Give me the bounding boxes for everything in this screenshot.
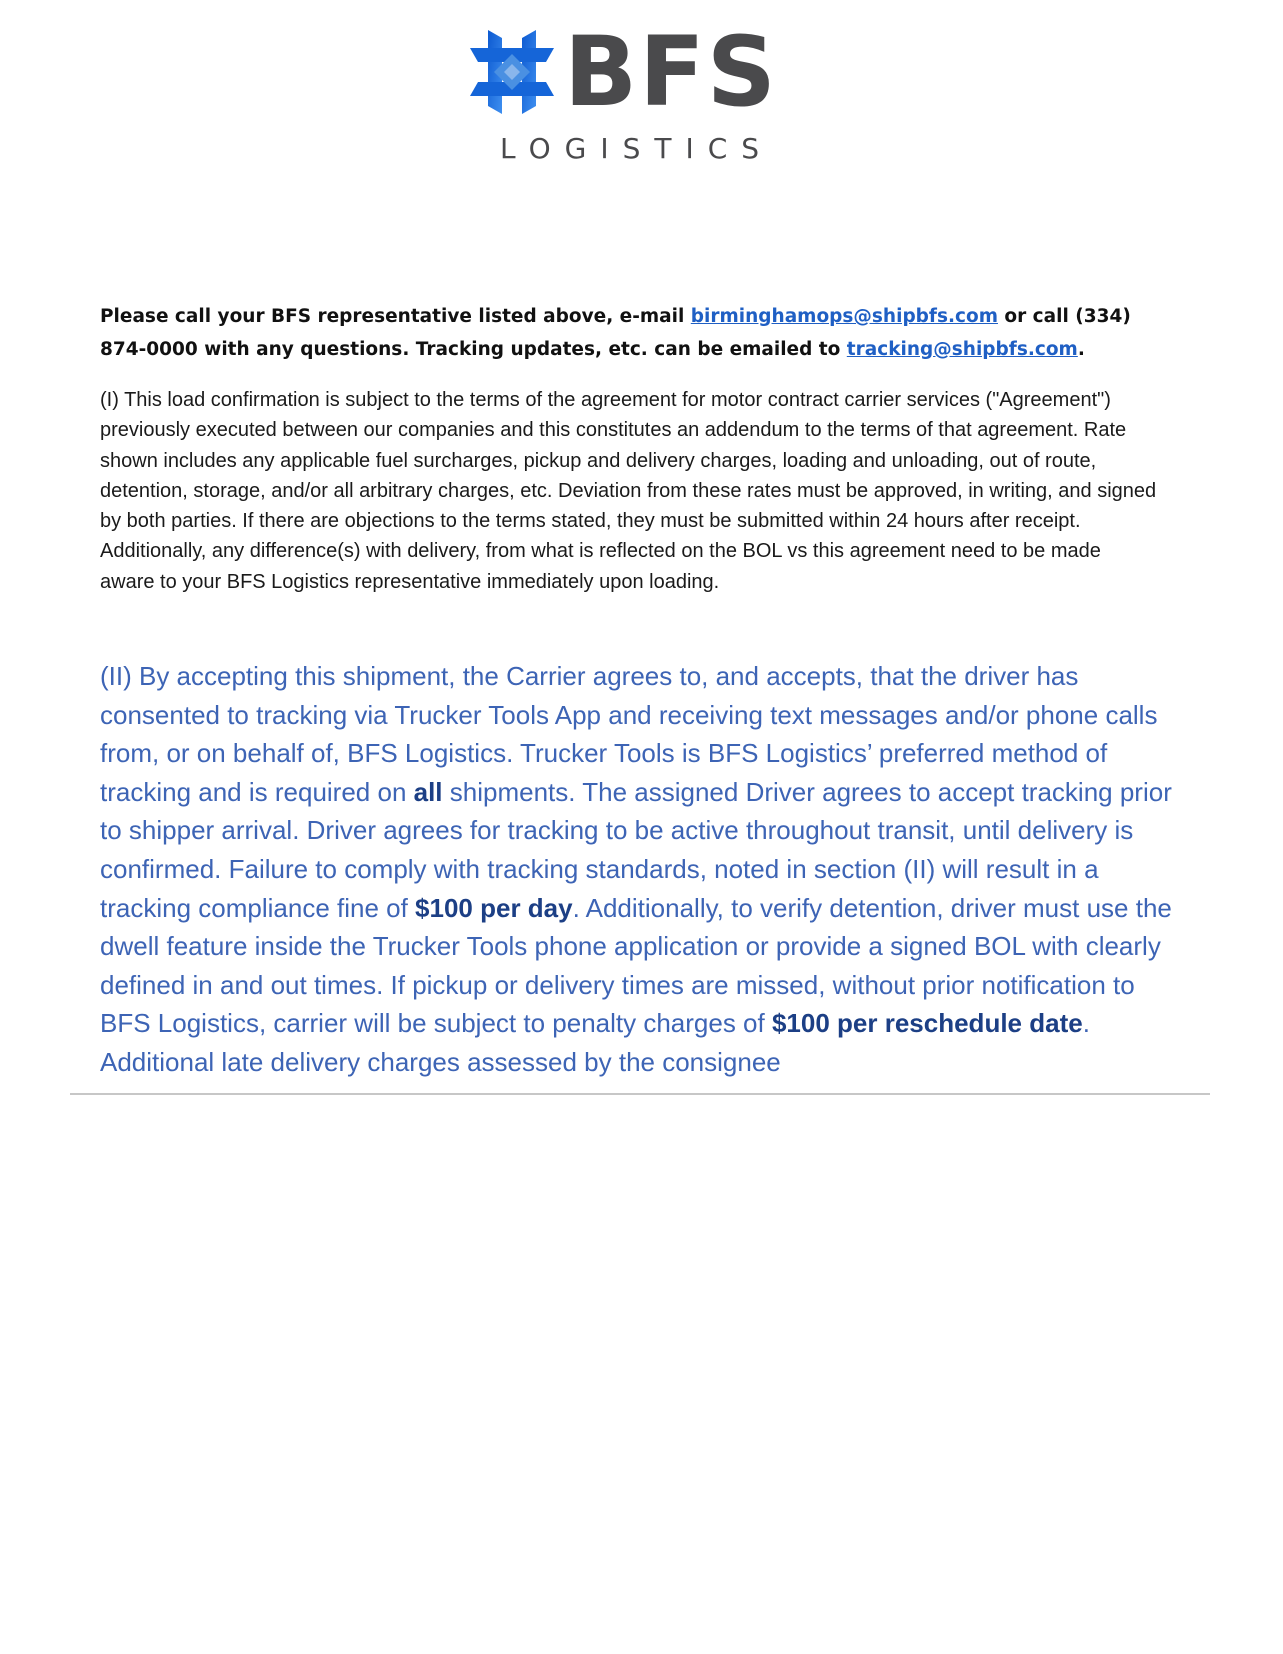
terms-one-text: (I) This load confirmation is subject to the terms of the agreement for motor contract carrier services ("Agreement") previously executed between our companies and this constitutes an addendum to the terms of that agreement. Rate shown includes any applicable fuel surcharges, pickup and delivery charges, loading and unloading, out of route, detention, storage, and/or all arbitrary charges, etc. Deviation from these rates must be approved, in writing, and signed by both parties. If there are objections to the terms stated, they must be submitted within 24 hours after receipt. Additionally, any difference(s) with delivery, from what is reflected on the BOL vs this agreement need to be made aware to your BFS Logistics representative immediately upon loading. <box>100 389 1157 593</box>
reschedule-penalty-emphasis: $100 per reschedule date <box>771 1008 1083 1039</box>
tracking-email-link[interactable]: tracking@shipbfs.com <box>846 339 1078 360</box>
terms-two-seg5: . Additionally, to verify detention, driver must use the dwell feature inside the Trucker Tools phone application or provide a signed BOL with clearly defined in and out times. If pickup or delivery times are missed, without prior notification to BFS Logistics, carrier will be subject to penalty charges of <box>100 892 1172 1039</box>
terms-two-text <box>100 657 1180 1081</box>
terms-section-one <box>100 385 1160 597</box>
ops-email-link[interactable]: birminghamops@shipbfs.com <box>690 306 998 327</box>
page-divider <box>70 1093 1210 1095</box>
contact-text-3: . <box>1077 339 1085 360</box>
contact-paragraph <box>100 300 1160 366</box>
contact-text-2: or call (334) 874-0000 with any questions. Tracking updates, etc. can be emailed to <box>100 306 1131 360</box>
contact-text-1: Please call your BFS representative listed above, e-mail <box>100 306 691 327</box>
terms-section-two <box>100 657 1180 1081</box>
terms-two-seg7: . Additional late delivery charges assessed by the consignee <box>100 1008 1090 1077</box>
terms-two-all-emphasis: all <box>413 776 443 807</box>
terms-two-seg1: (II) By accepting this shipment, the Carrier agrees to, and accepts, that the driver has consented to tracking via Trucker Tools App and receiving text messages and/or phone calls from, or on behalf of, BFS Logistics. Trucker Tools is BFS Logistics’ preferred method of tracking and is required on <box>100 661 1158 807</box>
bfs-hash-mark-icon <box>470 30 554 114</box>
logo-brand-text: BFS <box>564 16 778 128</box>
bfs-logo <box>470 16 778 170</box>
terms-two-seg3: shipments. The assigned Driver agrees to accept tracking prior to shipper arrival. Driver agrees for tracking to be active throughout transit, until delivery is confirmed. Failure to comply with tracking standards, noted in section (II) will result in a tracking compliance fine of <box>100 776 1172 923</box>
logo-subtitle: LOGISTICS <box>500 132 774 165</box>
tracking-fine-emphasis: $100 per day <box>415 892 573 923</box>
